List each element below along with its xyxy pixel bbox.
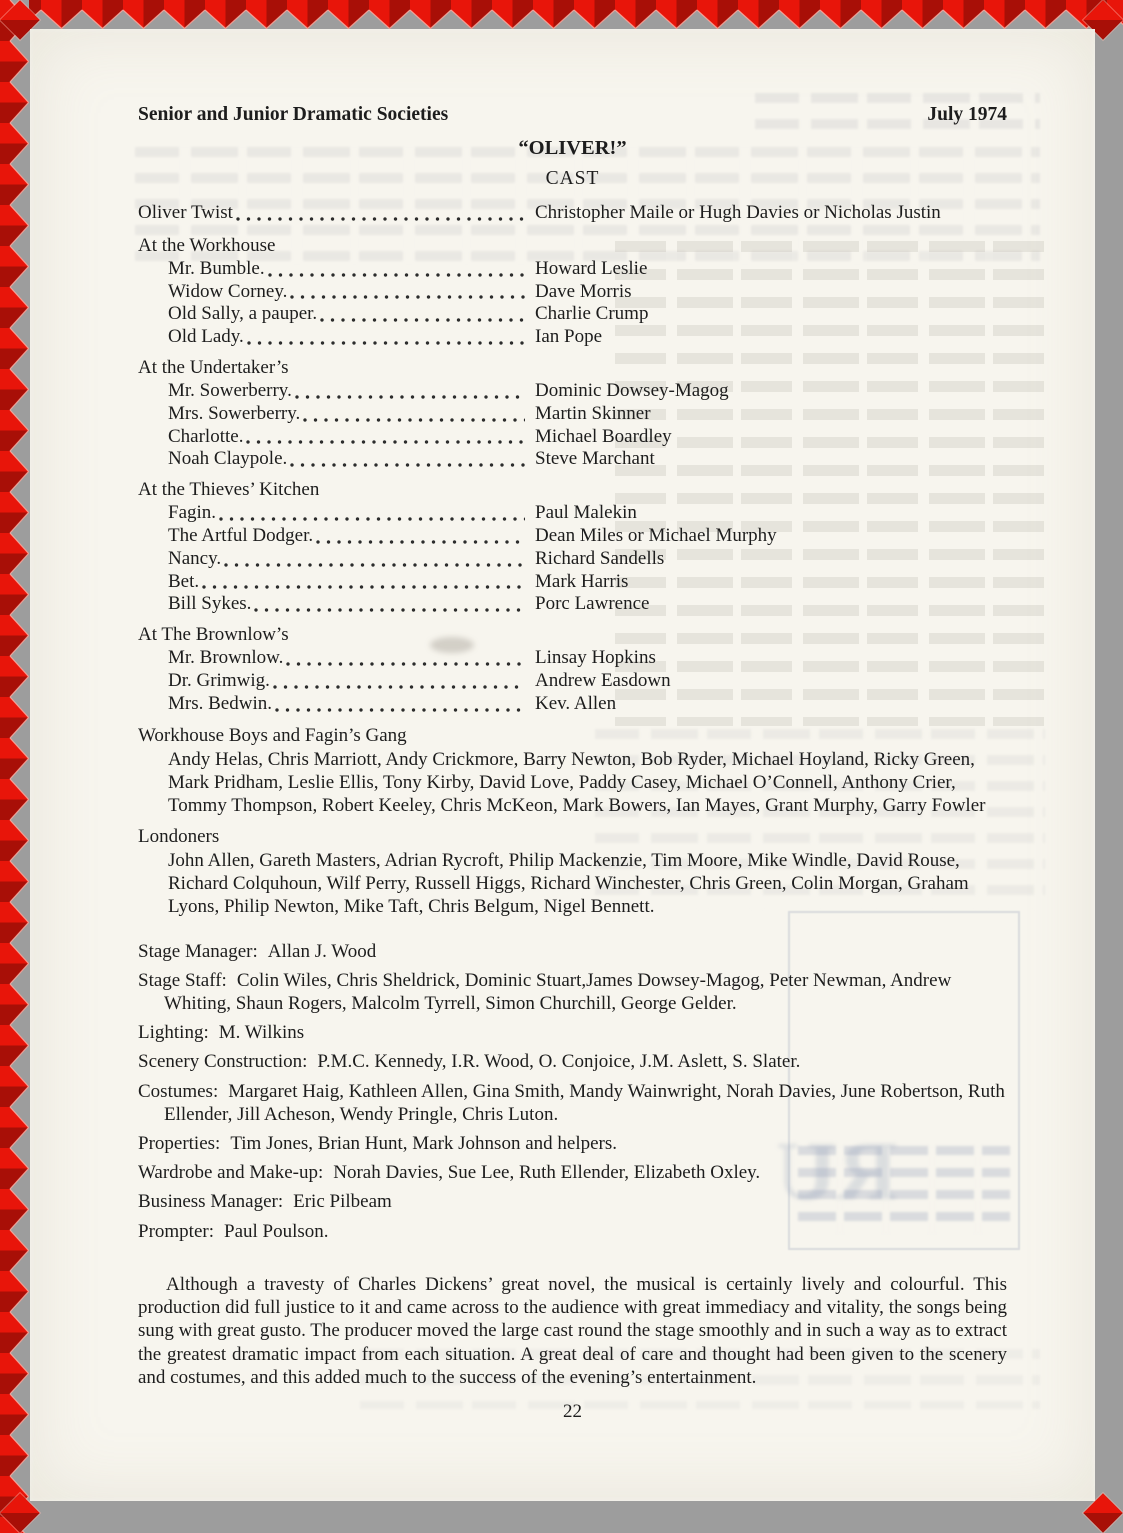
programme-page (30, 29, 1095, 1501)
cast-row (138, 502, 1007, 525)
cast-row (138, 426, 1007, 449)
page-header (138, 103, 1007, 127)
cast-row (138, 593, 1007, 616)
credit-label: Properties: (138, 1132, 221, 1154)
cast-section (138, 356, 1007, 471)
cast-role: Mrs. Bedwin. (168, 692, 272, 714)
cast-row (138, 571, 1007, 594)
production-credits (138, 940, 1007, 1243)
credit-value: P.M.C. Kennedy, I.R. Wood, O. Conjoice, J.M. Aslett, S. Slater. (317, 1051, 801, 1073)
page-number: 22 (563, 1401, 582, 1423)
cast-role: Mr. Bumble. (168, 257, 265, 279)
cast-role: Bet. (168, 570, 200, 592)
cast-section-heading: At The Brownlow’s (138, 624, 289, 646)
cast-section (138, 234, 1007, 349)
cast-name: Steve Marchant (535, 448, 655, 470)
cast-section-heading: At the Workhouse (138, 234, 276, 256)
cast-group (138, 724, 1007, 817)
cast-row (138, 202, 1007, 225)
dotted-leader (218, 516, 525, 522)
credit-line (138, 969, 1007, 1015)
dotted-leader (302, 417, 525, 423)
credit-value: Allan J. Wood (267, 940, 377, 962)
credit-value: Norah Davies, Sue Lee, Ruth Ellender, Elizabeth Oxley. (333, 1162, 761, 1184)
credit-value: Eric Pilbeam (293, 1191, 392, 1213)
cast-name: Ian Pope (535, 326, 603, 348)
cast-list (138, 202, 1007, 918)
cast-role: Dr. Grimwig. (168, 669, 270, 691)
cast-row (138, 448, 1007, 471)
group-names: Andy Helas, Chris Marriott, Andy Crickmore, Barry Newton, Bob Ryder, Michael Hoyland, Ricky Green, Mark Pridham, Leslie Ellis, Tony Kirby, David Love, Paddy Casey, Michael O’Connell, Anthony Crier, Tommy Thompson, Robert Keeley, Chris McKeon, Mark Bowers, Ian Mayes, Grant Murphy, Garry Fowler (168, 748, 986, 816)
cast-row (138, 326, 1007, 349)
credit-label: Prompter: (138, 1220, 214, 1242)
dotted-leader (245, 439, 525, 445)
cast-name: Porc Lawrence (535, 593, 650, 615)
cast-name: Richard Sandells (535, 547, 665, 569)
cast-role: Fagin. (168, 502, 217, 524)
cast-heading: CAST (545, 168, 600, 189)
cast-name: Martin Skinner (535, 402, 651, 424)
cast-name: Linsay Hopkins (535, 647, 656, 669)
cast-name: Christopher Maile or Hugh Davies or Nicholas Justin (535, 202, 941, 223)
society-title: Senior and Junior Dramatic Societies (138, 104, 449, 125)
show-title: “OLIVER!” (518, 137, 627, 159)
credit-value: Margaret Haig, Kathleen Allen, Gina Smith, Mandy Wainwright, Norah Davies, June Robertson, Ruth Ellender, Jill Acheson, Wendy Pringle, Chris Luton. (164, 1080, 1005, 1125)
cast-role: Old Lady. (168, 326, 244, 348)
credit-line (138, 1190, 1007, 1213)
dotted-leader (253, 607, 525, 613)
cast-name: Dave Morris (535, 280, 632, 302)
group-heading: Workhouse Boys and Fagin’s Gang (138, 724, 407, 746)
cast-section (138, 478, 1007, 616)
group-heading: Londoners (138, 825, 220, 847)
decorative-border-bottom (0, 0, 1123, 29)
page-content (30, 29, 1095, 1501)
cast-row (138, 670, 1007, 693)
dotted-leader (267, 272, 525, 278)
credit-label: Costumes: (138, 1080, 219, 1102)
credit-line (138, 1080, 1007, 1126)
dotted-leader (289, 294, 525, 300)
decorative-border-right (0, 0, 29, 1533)
dotted-leader (223, 562, 525, 568)
credit-label: Stage Staff: (138, 969, 227, 991)
cast-name: Kev. Allen (535, 692, 617, 714)
dotted-leader (294, 394, 525, 400)
cast-row (138, 303, 1007, 326)
credit-line (138, 1161, 1007, 1184)
credit-value: M. Wilkins (218, 1022, 305, 1044)
dotted-leader (285, 661, 525, 667)
cast-section-heading: At the Undertaker’s (138, 356, 289, 378)
cast-row (138, 380, 1007, 403)
dotted-leader (289, 462, 525, 468)
cast-role: The Artful Dodger. (168, 524, 314, 546)
cast-name: Andrew Easdown (535, 669, 671, 691)
cast-row (138, 403, 1007, 426)
dotted-leader (319, 317, 525, 323)
cast-row (138, 258, 1007, 281)
cast-name: Howard Leslie (535, 257, 648, 279)
cast-role: Nancy. (168, 547, 222, 569)
cast-role: Old Sally, a pauper. (168, 303, 318, 325)
credit-line (138, 1132, 1007, 1155)
dotted-leader (201, 584, 525, 590)
cast-name: Paul Malekin (535, 502, 637, 524)
cast-section-heading: At the Thieves’ Kitchen (138, 479, 320, 501)
cast-name: Mark Harris (535, 570, 629, 592)
cast-role: Widow Corney. (168, 280, 288, 302)
cast-row (138, 647, 1007, 670)
credit-value: Paul Poulson. (224, 1220, 329, 1242)
cast-role: Oliver Twist (138, 202, 233, 223)
cast-role: Mr. Sowerberry. (168, 379, 292, 401)
credit-line (138, 1050, 1007, 1073)
cast-role: Bill Sykes. (168, 593, 252, 615)
cast-group (138, 825, 1007, 918)
review-paragraph: Although a travesty of Charles Dickens’ great novel, the musical is certainly lively and colourful. This production did full justice to it and came across to the audience with great immediacy and vitality, the songs being sung with great gusto. The producer moved the large cast round the stage smoothly and in such a way as to extract the greatest dramatic impact from each situation. A great deal of care and thought had been given to the scenery and costumes, and this added much to the success of the evening’s entertainment. (138, 1273, 1007, 1388)
credit-line (138, 1021, 1007, 1044)
cast-row (138, 281, 1007, 304)
credit-line (138, 940, 1007, 963)
credit-line (138, 1220, 1007, 1243)
cast-row (138, 548, 1007, 571)
credit-label: Lighting: (138, 1022, 209, 1044)
dotted-leader (274, 707, 525, 713)
issue-date: July 1974 (927, 104, 1007, 125)
cast-row (138, 693, 1007, 716)
bleedthrough-letters: RU (776, 1125, 898, 1218)
cast-row (138, 525, 1007, 548)
cast-name: Dominic Dowsey-Magog (535, 379, 729, 401)
cast-name: Michael Boardley (535, 425, 672, 447)
credit-label: Stage Manager: (138, 940, 258, 962)
cast-section (138, 623, 1007, 715)
cast-role: Mrs. Sowerberry. (168, 402, 301, 424)
credit-label: Wardrobe and Make-up: (138, 1162, 324, 1184)
cast-role: Mr. Brownlow. (168, 647, 284, 669)
credit-label: Business Manager: (138, 1191, 284, 1213)
dotted-leader (272, 684, 525, 690)
dotted-leader (246, 340, 525, 346)
cast-role: Charlotte. (168, 425, 244, 447)
group-names: John Allen, Gareth Masters, Adrian Rycroft, Philip Mackenzie, Tim Moore, Mike Windle, David Rouse, Richard Colquhoun, Wilf Perry, Russell Higgs, Richard Winchester, Chris Green, Colin Morgan, Graham Lyons, Philip Newton, Mike Taft, Chris Belgum, Nigel Bennett. (168, 849, 969, 917)
credit-value: Tim Jones, Brian Hunt, Mark Johnson and helpers. (230, 1132, 617, 1154)
dotted-leader (235, 216, 525, 222)
credit-label: Scenery Construction: (138, 1051, 308, 1073)
cast-name: Dean Miles or Michael Murphy (535, 524, 777, 546)
credit-value: Colin Wiles, Chris Sheldrick, Dominic Stuart,James Dowsey-Magog, Peter Newman, Andrew Whiting, Shaun Rogers, Malcolm Tyrrell, Simon Churchill, George Gelder. (164, 969, 952, 1014)
dotted-leader (315, 539, 525, 545)
cast-name: Charlie Crump (535, 303, 649, 325)
cast-role: Noah Claypole. (168, 448, 288, 470)
